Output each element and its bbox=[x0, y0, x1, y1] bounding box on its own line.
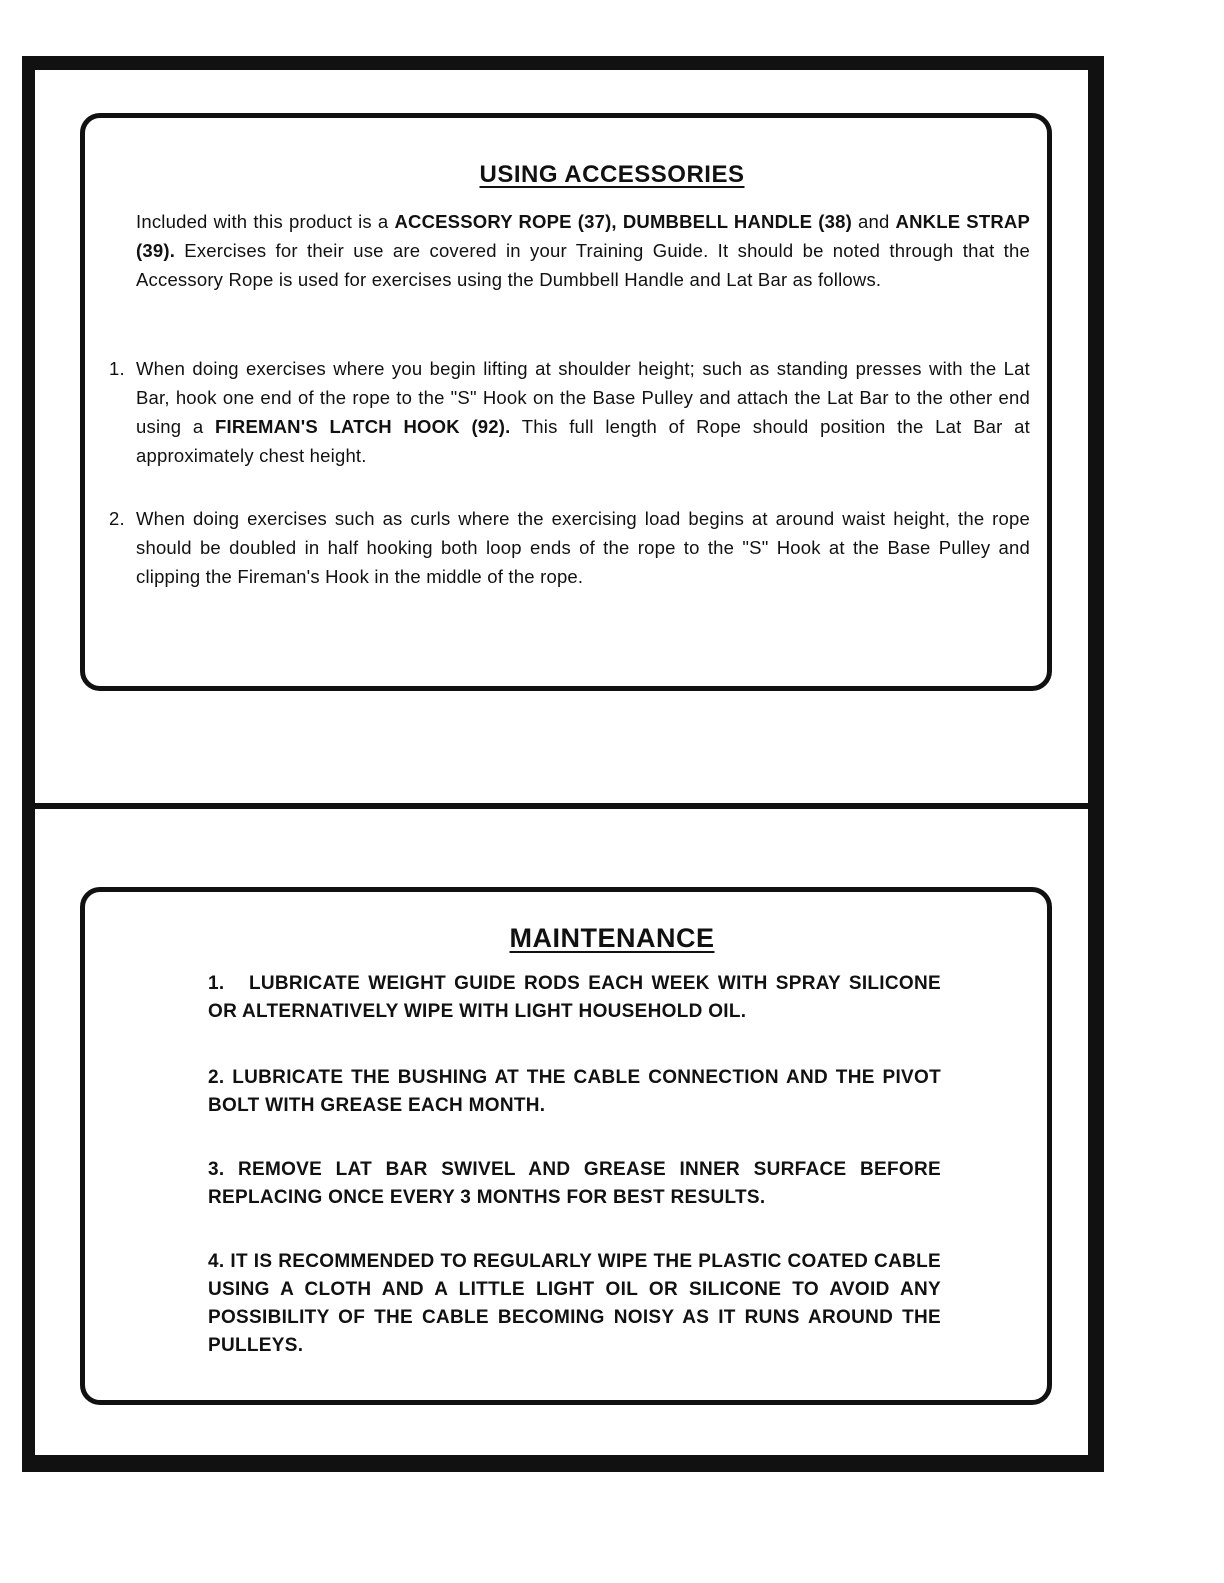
maintenance-item-4-number: 4. bbox=[208, 1251, 225, 1272]
step-1-text-1: When doing exercises where you begin lifting at shoulder height; such as standing presses with the Lat Bar, hook one end of the rope to the "S" Hook on the Base Pulley and attach the Lat Bar to the other end using a bbox=[136, 358, 1030, 437]
maintenance-item-2-text: LUBRICATE THE BUSHING AT THE CABLE CONNECTION AND THE PIVOT BOLT WITH GREASE EACH MONTH. bbox=[208, 1067, 941, 1116]
step-1-text-2: This full length of Rope should position the Lat Bar at approximately chest height. bbox=[136, 416, 1030, 466]
intro-text-3: Exercises for their use are covered in your Training Guide. It should be noted through that the Accessory Rope is used for exercises using the Dumbbell Handle and Lat Bar as follows. bbox=[136, 240, 1030, 290]
accessories-intro bbox=[136, 207, 1030, 294]
maintenance-item-1-text: LUBRICATE WEIGHT GUIDE RODS EACH WEEK WITH SPRAY SILICONE OR ALTERNATIVELY WIPE WITH LIGHT HOUSEHOLD OIL. bbox=[208, 973, 941, 1022]
maintenance-item-2 bbox=[208, 1064, 941, 1120]
maintenance-item-3 bbox=[208, 1156, 941, 1212]
maintenance-item-4-text: IT IS RECOMMENDED TO REGULARLY WIPE THE PLASTIC COATED CABLE USING A CLOTH AND A LITTLE LIGHT OIL OR SILICONE TO AVOID ANY POSSIBILITY OF THE CABLE BECOMING NOISY AS IT RUNS AROUND THE PULLEYS. bbox=[208, 1251, 941, 1356]
accessory-step-2 bbox=[109, 504, 1030, 591]
maintenance-heading: MAINTENANCE bbox=[509, 923, 715, 953]
step-2-number: 2. bbox=[109, 508, 125, 529]
accessory-step-1 bbox=[109, 354, 1030, 470]
step-1-number: 1. bbox=[109, 358, 125, 379]
maintenance-item-1-number: 1. bbox=[208, 973, 225, 994]
intro-text-1: Included with this product is a bbox=[136, 211, 395, 232]
maintenance-item-3-text: REMOVE LAT BAR SWIVEL AND GREASE INNER SURFACE BEFORE REPLACING ONCE EVERY 3 MONTHS FOR BEST RESULTS. bbox=[208, 1159, 941, 1208]
step-2-text: When doing exercises such as curls where the exercising load begins at around waist height, the rope should be doubled in half hooking both loop ends of the rope to the "S" Hook at the Base Pulley and clipping the Fireman's Hook in the middle of the rope. bbox=[136, 508, 1030, 587]
maintenance-item-1 bbox=[208, 970, 941, 1026]
maintenance-item-4 bbox=[208, 1248, 941, 1360]
section-divider bbox=[35, 803, 1090, 809]
intro-bold-parts: ACCESSORY ROPE (37), DUMBBELL HANDLE (38) bbox=[394, 211, 852, 232]
step-1-bold-hook: FIREMAN'S LATCH HOOK (92). bbox=[215, 416, 511, 437]
accessories-heading: USING ACCESSORIES bbox=[479, 161, 745, 188]
maintenance-item-3-number: 3. bbox=[208, 1159, 225, 1180]
intro-bold-strap: ANKLE STRAP (39). bbox=[136, 211, 1030, 261]
maintenance-item-2-number: 2. bbox=[208, 1067, 225, 1088]
intro-text-2: and bbox=[851, 211, 896, 232]
